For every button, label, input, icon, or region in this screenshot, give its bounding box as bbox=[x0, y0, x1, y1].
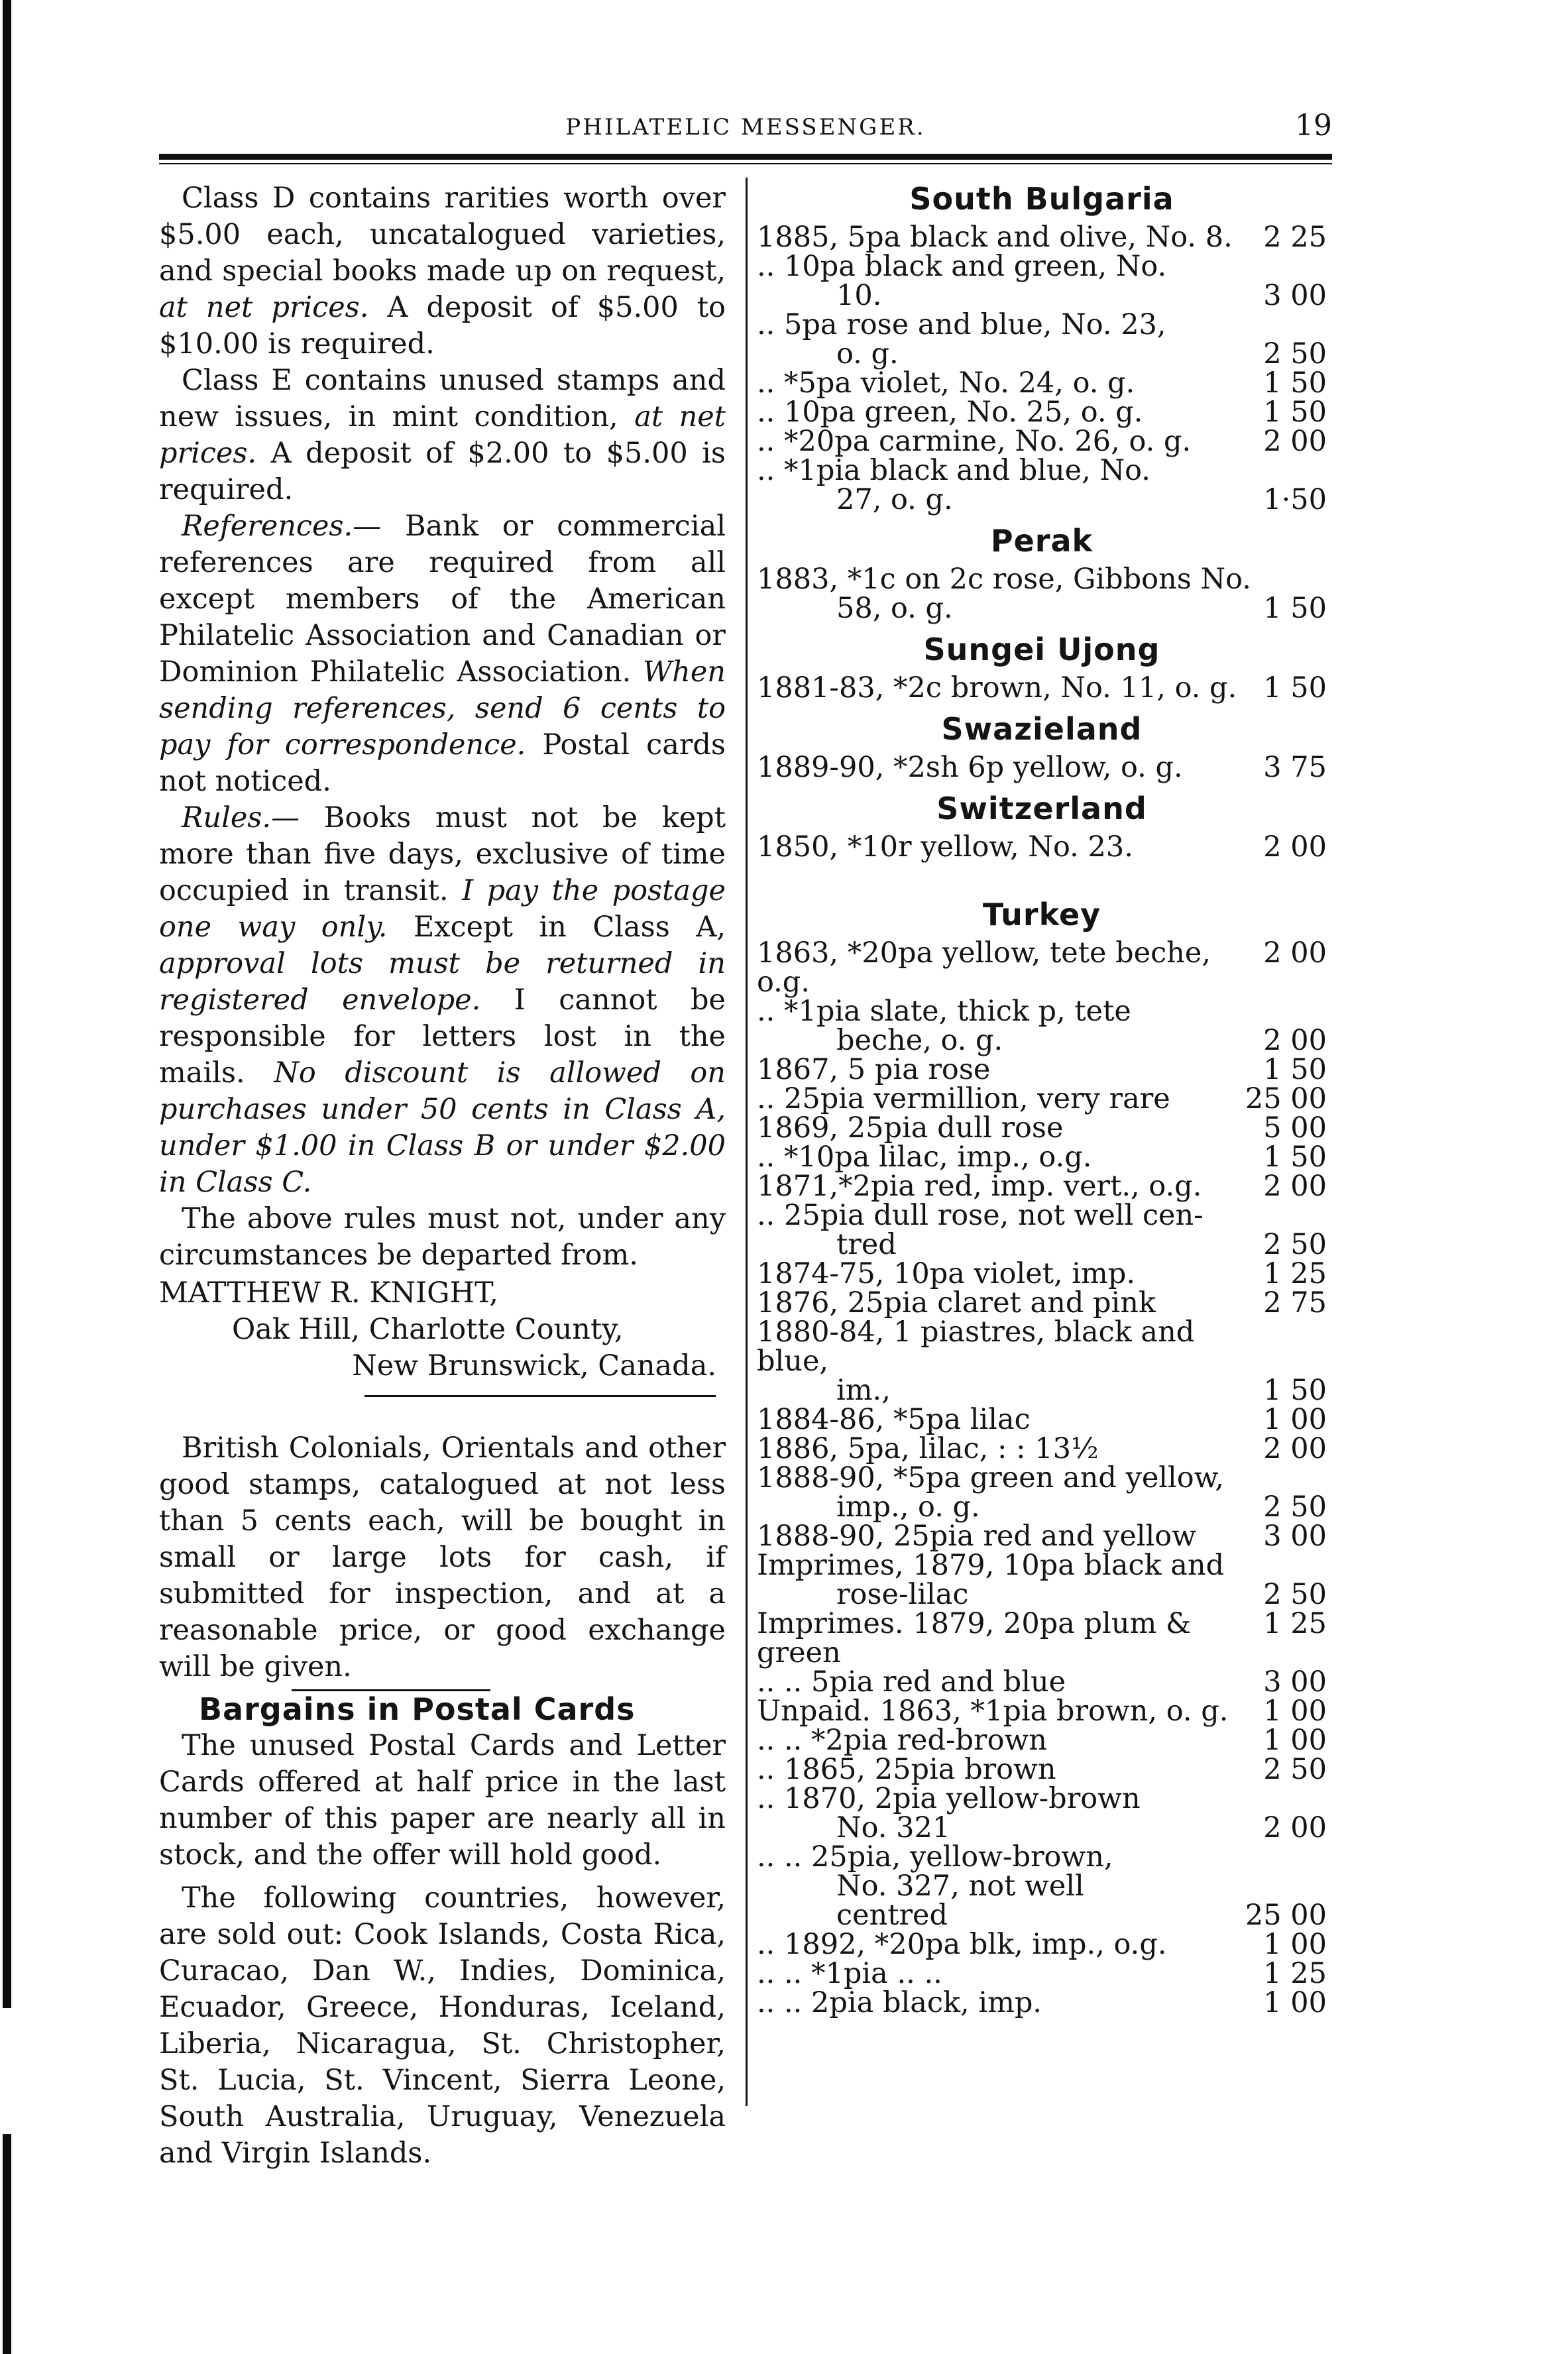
price-list-entry bbox=[757, 398, 1327, 427]
price-list-entry bbox=[757, 339, 1327, 368]
price-list-entry bbox=[757, 223, 1327, 252]
entry-description: .. 25pia vermillion, very rare bbox=[757, 1082, 1170, 1115]
entry-description: .. *1pia slate, thick p, tete bbox=[757, 995, 1131, 1028]
price-list-entry bbox=[757, 1026, 1327, 1055]
entry-description: .. .. *2pia red-brown bbox=[757, 1724, 1047, 1757]
section-heading: Turkey bbox=[982, 897, 1101, 932]
class-e-italic: at net prices. bbox=[159, 400, 726, 470]
price-list-entry bbox=[757, 1113, 1327, 1143]
rules-class-a: Except in Class A, bbox=[413, 911, 726, 944]
bargains-paragraph-2: The following countries, however, are sold out: Cook Islands, Costa Rica, Curacao, Dan W., Indies, Dominica, Ecuador, Greece, Honduras, Iceland, Liberia, Nicaragua, St. Christopher, St. Lucia, St. Vincent, Sierra Leone, South Australia, Uruguay, Venezuela and Virgin Islands. bbox=[159, 1881, 726, 2170]
section-heading: Swazieland bbox=[941, 711, 1143, 747]
entry-price: 1 50 bbox=[1263, 1053, 1327, 1086]
wanted-paragraph: British Colonials, Orientals and other good stamps, catalogued at not less than 5 cents each, will be bought in small or large lots for cash, if submitted for inspection, and at a reasonable price, or good exchange will be given. bbox=[159, 1431, 726, 1683]
price-list-entry bbox=[757, 252, 1327, 281]
entry-price: 2 00 bbox=[1263, 1811, 1327, 1844]
price-list-entry bbox=[757, 1405, 1327, 1434]
price-list-entry bbox=[757, 456, 1327, 485]
price-list-entry bbox=[757, 1259, 1327, 1288]
class-d-paragraph bbox=[159, 180, 726, 363]
price-list-entry bbox=[757, 1901, 1327, 1930]
entry-description: 1871,*2pia red, imp. vert., o.g. bbox=[757, 1170, 1202, 1203]
entry-description: 1880-84, 1 piastres, black and blue, bbox=[757, 1316, 1195, 1378]
entry-price: 1 25 bbox=[1263, 1257, 1327, 1290]
entry-price: 1 50 bbox=[1263, 1141, 1327, 1174]
references-label: References.— bbox=[182, 510, 382, 543]
price-list-entry bbox=[757, 1580, 1327, 1609]
entry-price: 2 00 bbox=[1263, 830, 1327, 864]
entry-price: 2 50 bbox=[1263, 1228, 1327, 1261]
entry-price: 2 00 bbox=[1263, 1170, 1327, 1203]
price-list-entry bbox=[757, 565, 1327, 594]
price-list-entry bbox=[757, 1084, 1327, 1113]
entry-description: .. 25pia dull rose, not well cen- bbox=[757, 1199, 1204, 1232]
entry-price: 1 50 bbox=[1263, 1374, 1327, 1407]
entry-description: No. 327, not well bbox=[836, 1870, 1084, 1903]
entry-price: 1 50 bbox=[1263, 396, 1327, 429]
entry-price: 1·50 bbox=[1263, 483, 1327, 516]
price-list-entry bbox=[757, 1930, 1327, 1959]
entry-price: 3 00 bbox=[1263, 1665, 1327, 1699]
entry-price: 2 00 bbox=[1263, 425, 1327, 458]
entry-description: .. *1pia black and blue, No. bbox=[757, 454, 1150, 487]
price-list-entry bbox=[757, 1872, 1327, 1901]
price-list-entry bbox=[757, 1172, 1327, 1201]
price-list-entry bbox=[757, 1317, 1327, 1376]
entry-price: 25 00 bbox=[1245, 1899, 1327, 1932]
entry-price: 1 50 bbox=[1263, 592, 1327, 625]
header-rule bbox=[159, 154, 1332, 160]
entry-description: 1876, 25pia claret and pink bbox=[757, 1286, 1156, 1319]
entry-price: 1 50 bbox=[1263, 671, 1327, 704]
bargains-heading: Bargains in Postal Cards bbox=[199, 1691, 636, 1727]
entry-price: 2 50 bbox=[1263, 1578, 1327, 1611]
rules-closing: The above rules must not, under any circumstances be departed from. bbox=[159, 1202, 726, 1272]
entry-description: .. .. *1pia .. .. bbox=[757, 1957, 942, 1990]
class-d-text: Class D contains rarities worth over $5.00 each, uncatalogued varieties, and special books made up on request, bbox=[159, 182, 726, 288]
price-list-entry bbox=[757, 1813, 1327, 1842]
price-list-entry bbox=[757, 1230, 1327, 1259]
entry-price: 2 50 bbox=[1263, 1753, 1327, 1786]
price-list-entry bbox=[757, 1726, 1327, 1755]
rules-label: Rules.— bbox=[182, 801, 300, 834]
left-column bbox=[159, 180, 726, 2172]
column-divider bbox=[746, 178, 748, 2106]
entry-description: 1874-75, 10pa violet, imp. bbox=[757, 1257, 1136, 1290]
price-list-entry bbox=[757, 427, 1327, 456]
section-heading: South Bulgaria bbox=[909, 181, 1174, 217]
entry-price: 2 50 bbox=[1263, 337, 1327, 370]
entry-description: .. *10pa lilac, imp., o.g. bbox=[757, 1141, 1092, 1174]
header-rule-thin bbox=[159, 163, 1332, 164]
running-head: PHILATELIC MESSENGER. bbox=[565, 114, 926, 140]
entry-price: 2 00 bbox=[1263, 1024, 1327, 1057]
entry-description: imp., o. g. bbox=[836, 1490, 980, 1524]
entry-description: tred bbox=[836, 1228, 897, 1261]
price-list-entry bbox=[757, 997, 1327, 1026]
right-column bbox=[757, 180, 1327, 2017]
references-text: Bank or commercial references are required from all except members of the American Philatelic Association and Canadian or Dominion Philatelic Association. bbox=[159, 510, 726, 689]
price-list-entry bbox=[757, 1492, 1327, 1522]
price-list-entry bbox=[757, 1463, 1327, 1492]
entry-description: im., bbox=[836, 1374, 891, 1407]
entry-description: 1867, 5 pia rose bbox=[757, 1053, 991, 1086]
entry-description: .. 1865, 25pia brown bbox=[757, 1753, 1056, 1786]
entry-description: .. .. 25pia, yellow-brown, bbox=[757, 1840, 1113, 1874]
entry-description: centred bbox=[836, 1899, 948, 1932]
price-list-entry bbox=[757, 485, 1327, 514]
references-end: Postal cards not noticed. bbox=[159, 728, 726, 798]
entry-description: Imprimes. 1879, 20pa plum & green bbox=[757, 1607, 1192, 1669]
entry-description: Unpaid. 1863, *1pia brown, o. g. bbox=[757, 1695, 1229, 1728]
entry-price: 1 25 bbox=[1263, 1957, 1327, 1990]
price-list-entry bbox=[757, 310, 1327, 339]
price-list-entry bbox=[757, 1842, 1327, 1872]
entry-price: 1 00 bbox=[1263, 1724, 1327, 1757]
entry-price: 1 00 bbox=[1263, 1403, 1327, 1436]
entry-description: .. 10pa black and green, No. bbox=[757, 250, 1167, 283]
signature-address-line2: New Brunswick, Canada. bbox=[352, 1349, 716, 1382]
entry-description: .. .. 5pia red and blue bbox=[757, 1665, 1066, 1699]
references-paragraph bbox=[159, 508, 726, 800]
entry-description: 1850, *10r yellow, No. 23. bbox=[757, 830, 1133, 864]
price-list-entry bbox=[757, 594, 1327, 623]
entry-description: .. 1870, 2pia yellow-brown bbox=[757, 1782, 1141, 1815]
entry-description: .. .. 2pia black, imp. bbox=[757, 1986, 1042, 2019]
entry-description: 1881-83, *2c brown, No. 11, o. g. bbox=[757, 671, 1237, 704]
entry-price: 1 00 bbox=[1263, 1695, 1327, 1728]
entry-description: 58, o. g. bbox=[836, 592, 953, 625]
class-e-paragraph bbox=[159, 363, 726, 508]
entry-description: rose-lilac bbox=[836, 1578, 969, 1611]
entry-description: .. 10pa green, No. 25, o. g. bbox=[757, 396, 1143, 429]
price-list-entry bbox=[757, 1434, 1327, 1463]
price-list-entry bbox=[757, 1522, 1327, 1551]
price-list-entry bbox=[757, 938, 1327, 997]
section-heading: Switzerland bbox=[936, 791, 1147, 826]
price-list-entry bbox=[757, 1288, 1327, 1317]
rules-text: Books must not be kept more than five days, exclusive of time occupied in transit. bbox=[159, 801, 726, 907]
entry-price: 3 75 bbox=[1263, 751, 1327, 784]
entry-description: 1886, 5pa, lilac, : : 13½ bbox=[757, 1432, 1099, 1465]
entry-description: 1883, *1c on 2c rose, Gibbons No. bbox=[757, 563, 1251, 596]
entry-price: 1 00 bbox=[1263, 1928, 1327, 1961]
entry-description: beche, o. g. bbox=[836, 1024, 1003, 1057]
entry-description: 1884-86, *5pa lilac bbox=[757, 1403, 1031, 1436]
entry-price: 2 25 bbox=[1263, 221, 1327, 254]
entry-description: 1869, 25pia dull rose bbox=[757, 1111, 1064, 1145]
signature-name: MATTHEW R. KNIGHT, bbox=[159, 1276, 498, 1310]
price-list-entry bbox=[757, 1055, 1327, 1084]
rules-italic-approval: approval lots must be returned in registered envelope. bbox=[159, 947, 726, 1017]
entry-description: Imprimes, 1879, 10pa black and bbox=[757, 1549, 1225, 1582]
price-list-entry bbox=[757, 1551, 1327, 1580]
rules-paragraph bbox=[159, 800, 726, 1201]
page-edge-shadow bbox=[3, 0, 11, 2008]
entry-description: 10. bbox=[836, 279, 882, 312]
entry-price: 5 00 bbox=[1263, 1111, 1327, 1145]
entry-description: .. *20pa carmine, No. 26, o. g. bbox=[757, 425, 1192, 458]
price-list-entry bbox=[757, 1609, 1327, 1667]
bargains-paragraph-1: The unused Postal Cards and Letter Cards offered at half price in the last number of this paper are nearly all in stock, and the offer will hold good. bbox=[159, 1729, 726, 1872]
entry-description: o. g. bbox=[836, 337, 899, 370]
entry-description: 1885, 5pa black and olive, No. 8. bbox=[757, 221, 1233, 254]
entry-price: 2 75 bbox=[1263, 1286, 1327, 1319]
entry-price: 2 00 bbox=[1263, 1432, 1327, 1465]
price-list-entry bbox=[757, 1755, 1327, 1784]
price-list-entry bbox=[757, 1667, 1327, 1697]
entry-description: .. 1892, *20pa blk, imp., o.g. bbox=[757, 1928, 1167, 1961]
entry-price: 3 00 bbox=[1263, 279, 1327, 312]
class-e-text: Class E contains unused stamps and new issues, in mint condition, bbox=[159, 364, 726, 433]
entry-price: 1 50 bbox=[1263, 366, 1327, 400]
entry-description: 27, o. g. bbox=[836, 483, 953, 516]
price-list-entry bbox=[757, 1988, 1327, 2017]
price-list-entry bbox=[757, 368, 1327, 398]
entry-description: 1889-90, *2sh 6p yellow, o. g. bbox=[757, 751, 1183, 784]
rules-italic-postage: I pay the postage one way only. bbox=[159, 874, 726, 944]
page-edge-shadow bbox=[3, 2134, 11, 2354]
price-list-entry bbox=[757, 673, 1327, 702]
section-rule bbox=[364, 1395, 716, 1397]
page-number: 19 bbox=[1295, 109, 1332, 142]
references-italic: When sending references, send 6 cents to pay for correspondence. bbox=[159, 655, 726, 761]
entry-description: .. 5pa rose and blue, No. 23, bbox=[757, 308, 1166, 341]
page-header bbox=[159, 99, 1332, 146]
price-list-entry bbox=[757, 281, 1327, 310]
class-d-italic: at net prices. bbox=[159, 291, 369, 324]
entry-description: .. *5pa violet, No. 24, o. g. bbox=[757, 366, 1135, 400]
price-list-entry bbox=[757, 1376, 1327, 1405]
entry-price: 3 00 bbox=[1263, 1520, 1327, 1553]
price-list-entry bbox=[757, 1201, 1327, 1230]
entry-description: 1863, *20pa yellow, tete beche, o.g. bbox=[757, 936, 1211, 999]
price-list-entry bbox=[757, 1697, 1327, 1726]
entry-price: 2 50 bbox=[1263, 1490, 1327, 1524]
entry-description: 1888-90, 25pia red and yellow bbox=[757, 1520, 1196, 1553]
class-e-deposit: A deposit of $2.00 to $5.00 is required. bbox=[159, 437, 726, 506]
rules-mails: I cannot be responsible for letters lost in the mails. bbox=[159, 983, 726, 1090]
price-list-entry bbox=[757, 832, 1327, 862]
entry-description: 1888-90, *5pa green and yellow, bbox=[757, 1461, 1225, 1494]
price-list-entry bbox=[757, 1959, 1327, 1988]
price-list-entry bbox=[757, 1143, 1327, 1172]
rules-italic-discount: No discount is allowed on purchases under 50 cents in Class A, under $1.00 in Class B or under $2.00 in Class C. bbox=[159, 1056, 726, 1199]
class-d-deposit: A deposit of $5.00 to $10.00 is required. bbox=[159, 291, 726, 361]
signature-address-line1: Oak Hill, Charlotte County, bbox=[232, 1313, 624, 1346]
entry-price: 1 25 bbox=[1263, 1607, 1327, 1640]
price-list-entry bbox=[757, 753, 1327, 782]
section-heading: Perak bbox=[990, 523, 1093, 559]
entry-description: No. 321 bbox=[836, 1811, 951, 1844]
entry-price: 1 00 bbox=[1263, 1986, 1327, 2019]
entry-price: 2 00 bbox=[1263, 936, 1327, 970]
price-list-entry bbox=[757, 1784, 1327, 1813]
section-heading: Sungei Ujong bbox=[923, 632, 1160, 667]
entry-price: 25 00 bbox=[1245, 1082, 1327, 1115]
